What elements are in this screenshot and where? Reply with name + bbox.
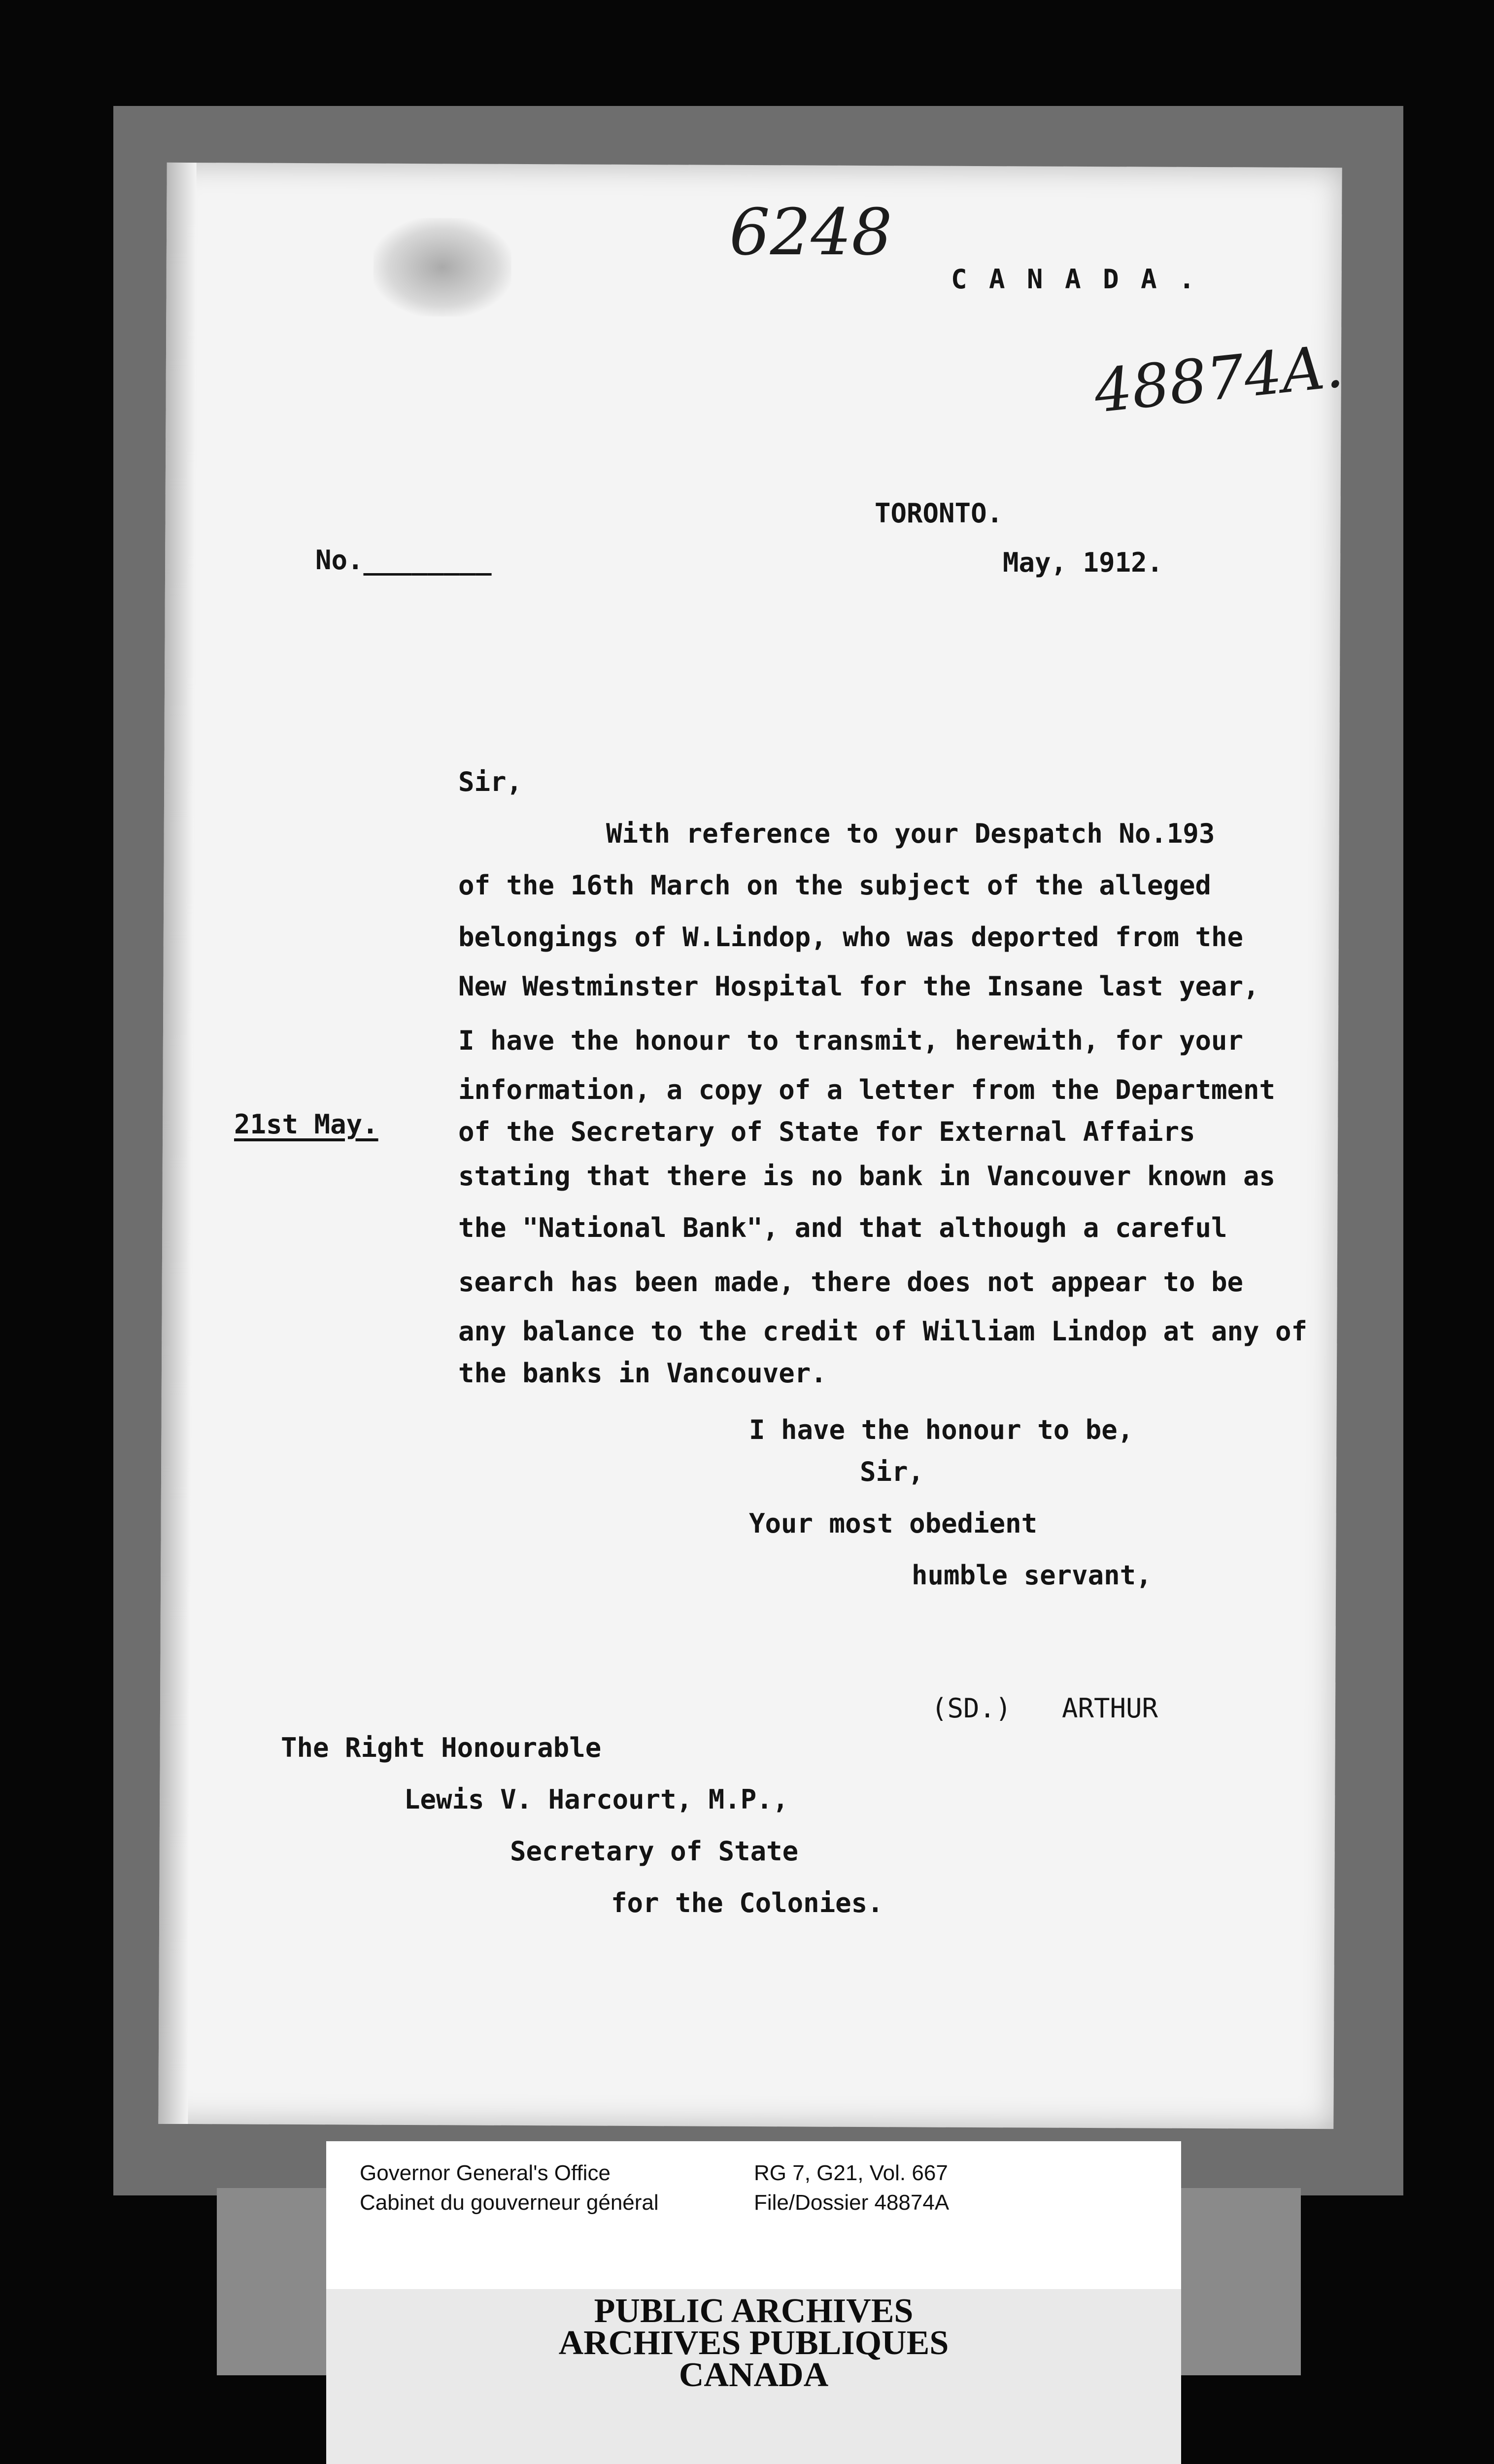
addressee-line-4: for the Colonies. [611,1887,883,1918]
archive-office-en: Governor General's Office [360,2161,611,2185]
header-country: C A N A D A . [951,264,1198,295]
stamp-smudge [373,218,511,317]
signature-name: ARTHUR [1062,1693,1158,1724]
letter-line: belongings of W.Lindop, who was deported from the [458,922,1244,953]
addressee-line-2: Lewis V. Harcourt, M.P., [404,1784,789,1815]
header-date: May, 1912. [1003,547,1163,578]
header-number-label: No.________ [315,545,492,576]
handwritten-reference: 48874A. [1091,332,1347,427]
letter-line: New Westminster Hospital for the Insane last year, [458,971,1259,1002]
letter-line: I have the honour to transmit, herewith, for your [458,1025,1244,1056]
signature-prefix: (SD.) [931,1693,1012,1724]
letter-line: stating that there is no bank in Vancouver known as [458,1161,1276,1192]
letter-line: With reference to your Despatch No.193 [606,818,1215,849]
archive-record-group: RG 7, G21, Vol. 667 [754,2161,948,2185]
closing-line-1: I have the honour to be, [749,1414,1134,1445]
letter-line: search has been made, there does not appear to be [458,1266,1244,1298]
closing-line-4: humble servant, [912,1560,1152,1591]
letter-line: of the Secretary of State for External Affairs [458,1116,1195,1147]
margin-note-date: 21st May. [234,1109,378,1140]
archives-country: CANADA [679,2356,829,2394]
handwritten-file-number: 6248 [729,195,892,270]
letter-line: any balance to the credit of William Lindop at any of [458,1316,1308,1347]
header-place: TORONTO. [875,498,1003,529]
closing-line-3: Your most obedient [749,1508,1038,1539]
letter-salutation: Sir, [458,766,523,797]
letter-line: of the 16th March on the subject of the alleged [458,870,1212,901]
archives-title-en: PUBLIC ARCHIVES [594,2292,914,2330]
addressee-line-3: Secretary of State [510,1836,799,1867]
addressee-line-1: The Right Honourable [281,1732,602,1763]
letter-line: the banks in Vancouver. [458,1358,827,1389]
letter-line: the "National Bank", and that although a careful [458,1212,1227,1243]
closing-line-2: Sir, [860,1456,924,1487]
archive-file-number: File/Dossier 48874A [754,2190,950,2215]
archives-title-fr: ARCHIVES PUBLIQUES [558,2324,949,2362]
archive-office-fr: Cabinet du gouverneur général [360,2190,659,2215]
letter-line: information, a copy of a letter from the Department [458,1074,1276,1105]
